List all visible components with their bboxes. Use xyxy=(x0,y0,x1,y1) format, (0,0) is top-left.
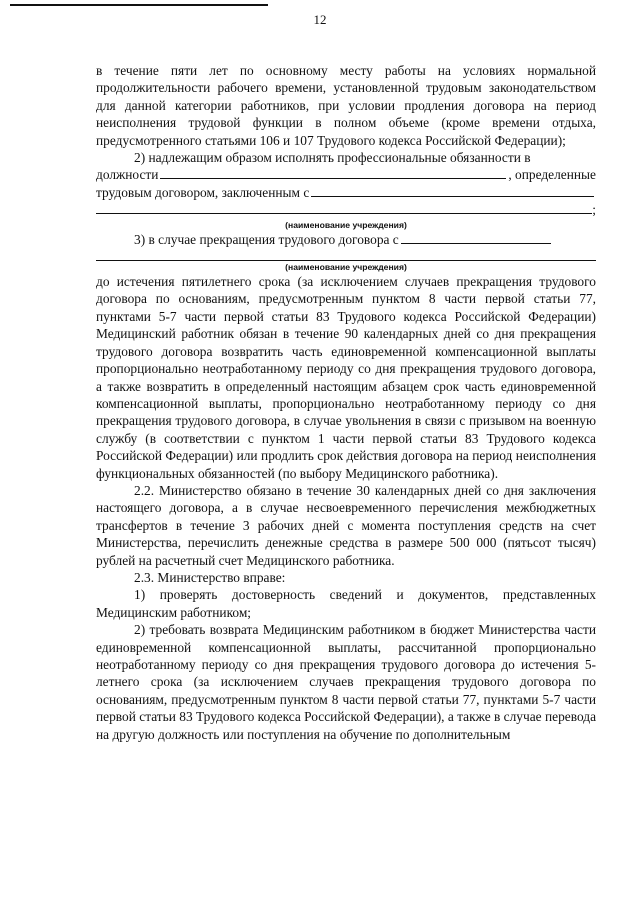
item-3-text: до истечения пятилетнего срока (за исключением случаев прекращения трудового договора по основаниям, предусмотренным пунктом 8 части первой статьи 77, пунктами 5-7 части первой статьи 83 Трудового кодекса Российской Федерации) Медицинский работник обязан в течение 90 календарных дней со дня прекращения трудового договора возвратить часть единовременной компенсационной выплаты пропорционально неотработанному периоду со дня прекращения трудового договора, а также возвратить в определенный настоящим абзацем срок часть единовременной компенсационной выплаты, пропорционально неотработанному периоду со дня прекращения трудового договора, в случае увольнения в связи с призывом на военную службу (в соответствии с пунктом 1 части первой статьи 83 Трудового кодекса Российской Федерации) или продлить срок действия договора на период неисполнения функциональных обязанностей (по выбору Медицинского работника). xyxy=(96,274,596,481)
section-2-3-item-1: 1) проверять достоверность сведений и документов, представленных Медицинским работником; xyxy=(96,587,596,620)
institution-caption-1: (наименование учреждения) xyxy=(285,219,407,230)
semicolon-mark: ; xyxy=(592,202,596,218)
contract-label: трудовым договором, заключенным с xyxy=(96,184,310,200)
position-label: должности xyxy=(96,167,159,183)
item-2-contract-line xyxy=(96,184,596,201)
item-3-line xyxy=(96,231,596,248)
section-2-2: 2.2. Министерство обязано в течение 30 календарных дней со дня заключения настоящего договора, а в случае несвоевременного перечисления межбюджетных трансфертов в течение 3 рабочих дней с момента поступления средств на счет Министерства, перечислить денежные средства в размере 500 000 (пятьсот тысяч) рублей на расчетный счет Медицинского работника. xyxy=(96,482,596,568)
paragraph-continuation: в течение пяти лет по основному месту работы на условиях нормальной продолжительности рабочего времени, установленной трудовым законодательством для данной категории работников, при условии продления договора на период неисполнения трудовой функции в полном объеме (кроме времени отдыха, предусмотренного статьями 106 и 107 Трудового кодекса Российской Федерации); xyxy=(96,63,596,148)
item-2-institution-line xyxy=(96,201,596,218)
item-2-position-line xyxy=(96,166,596,183)
document-body xyxy=(96,62,596,743)
position-suffix: , определенные xyxy=(508,167,596,183)
institution-blank-1b xyxy=(96,201,592,214)
position-blank xyxy=(160,166,506,179)
item-3-prefix: 3) в случае прекращения трудового договора с xyxy=(134,231,399,247)
institution-blank-2b xyxy=(96,248,596,261)
page-number: 12 xyxy=(313,12,327,27)
institution-blank-2a xyxy=(401,231,551,244)
item-2-line-1: 2) надлежащим образом исполнять профессиональные обязанности в xyxy=(134,150,531,166)
top-rule xyxy=(10,4,268,6)
institution-blank-1a xyxy=(311,184,594,197)
section-2-3-heading: 2.3. Министерство вправе: xyxy=(134,569,286,585)
section-2-3-item-2: 2) требовать возврата Медицинским работником в бюджет Министерства части единовременной компенсационной выплаты, рассчитанной пропорционально неотработанному периоду со дня прекращения трудового договора до истечения 5-летнего срока (за исключением случаев прекращения трудового договора по основаниям, предусмотренным пунктом 8 части первой статьи 77, пунктами 5-7 части первой статьи 83 Трудового кодекса Российской Федерации), а также в случае перевода на другую должность или поступления на обучение по дополнительным xyxy=(96,622,597,742)
item-3-institution-line xyxy=(96,248,596,261)
institution-caption-2: (наименование учреждения) xyxy=(285,262,407,273)
